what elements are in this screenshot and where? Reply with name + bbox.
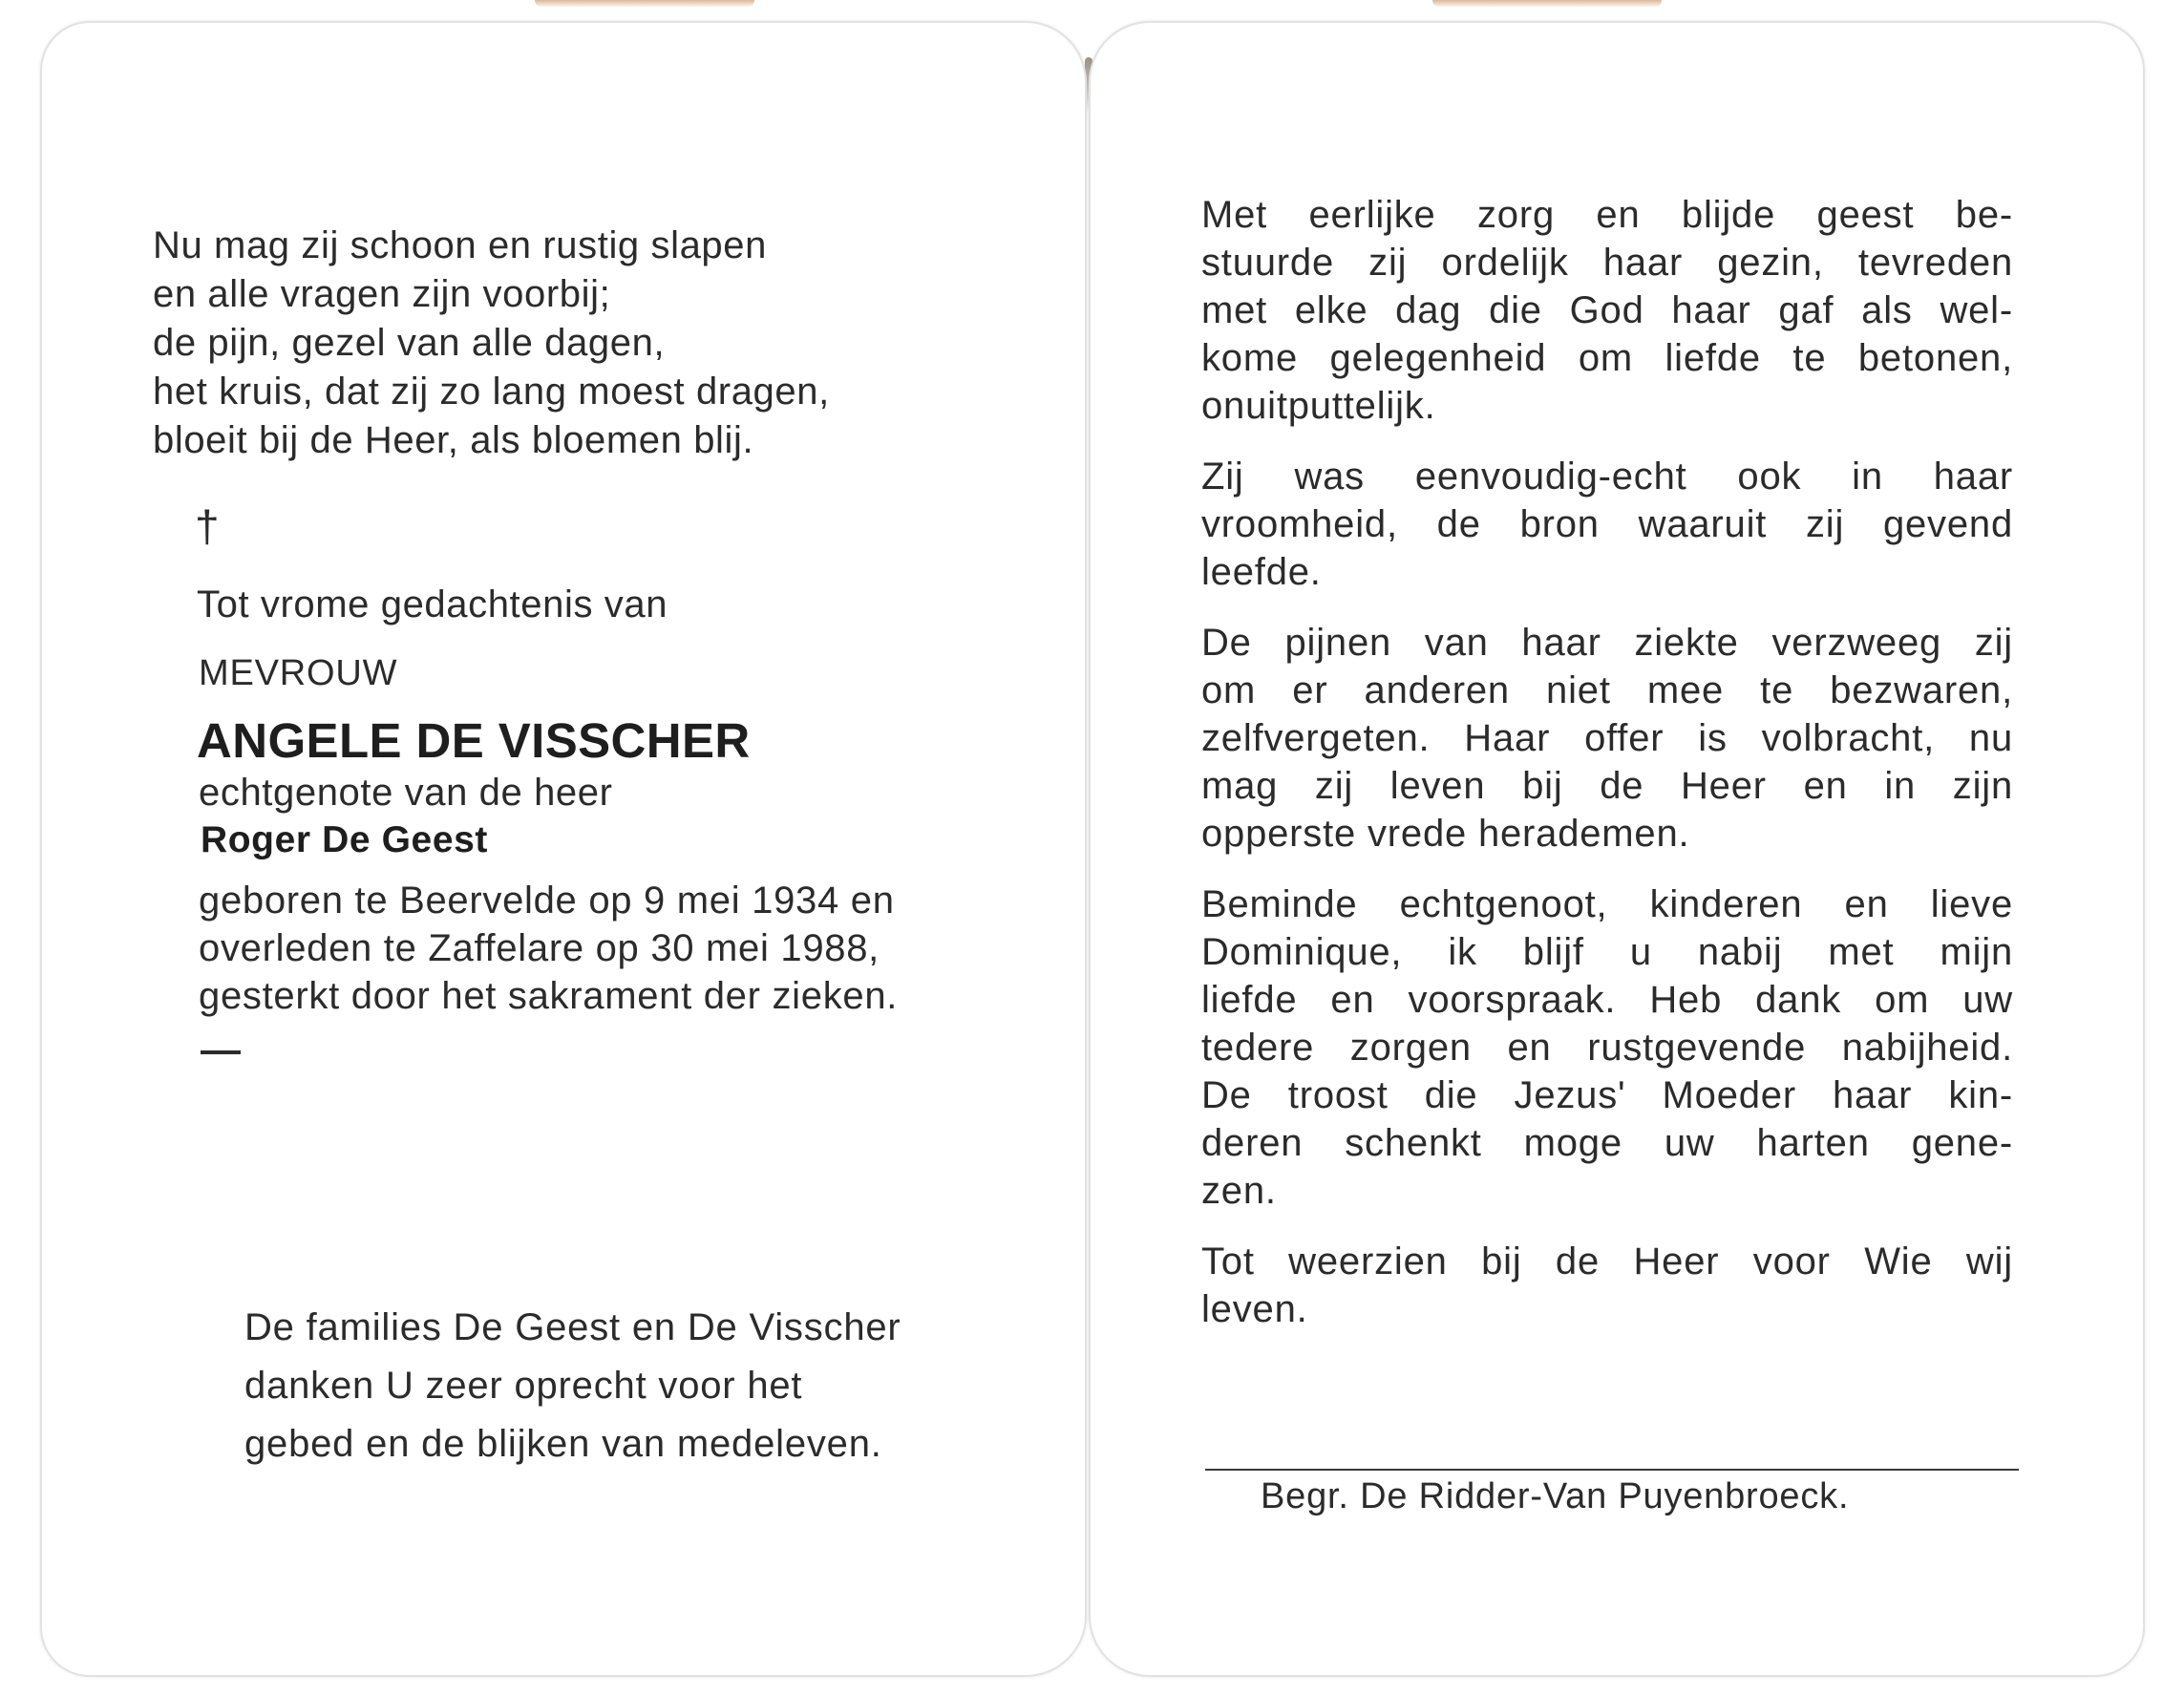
family-thanks <box>244 1299 901 1473</box>
tribute-line: De pijnen van haar ziekte verzweeg zij <box>1201 622 2013 664</box>
thanks-line: gebed en de blijken van medeleven. <box>244 1423 882 1465</box>
tribute-line: liefde en voorspraak. Heb dank om uw <box>1201 979 2013 1021</box>
poem <box>153 222 830 465</box>
poem-line: het kruis, dat zij zo lang moest dragen, <box>153 371 830 413</box>
tribute-line: Dominique, ik blijf u nabij met mijn <box>1201 931 2013 973</box>
tribute-line: deren schenkt moge uw harten gene- <box>1201 1122 2013 1164</box>
tribute-line: met elke dag die God haar gaf als wel- <box>1201 289 2013 331</box>
birth-death-info <box>199 877 898 1020</box>
tribute-paragraph <box>1201 1238 2013 1333</box>
tribute-line: Zij was eenvoudig-echt ook in haar <box>1201 456 2013 498</box>
tribute-line: zen. <box>1201 1170 1277 1212</box>
tribute-line: Beminde echtgenoot, kinderen en lieve <box>1201 883 2013 925</box>
birth-death-line: overleden te Zaffelare op 30 mei 1988, <box>199 927 880 969</box>
tribute-line: stuurde zij ordelijk haar gezin, tevreden <box>1201 242 2013 284</box>
spouse-intro: echtgenote van de heer <box>199 772 613 814</box>
honorific-title: MEVROUW <box>199 653 398 693</box>
tribute-line: opperste vrede herademen. <box>1201 813 1690 855</box>
poem-line: Nu mag zij schoon en rustig slapen <box>153 224 767 266</box>
left-card-panel <box>40 21 1087 1677</box>
poem-line: en alle vragen zijn voorbij; <box>153 273 611 315</box>
cross-icon: † <box>195 501 220 551</box>
birth-death-line: gesterkt door het sakrament der zieken. <box>199 975 899 1017</box>
deceased-name: ANGELE DE VISSCHER <box>197 713 751 768</box>
tribute-line: De troost die Jezus' Moeder haar kin- <box>1201 1074 2013 1116</box>
separator-dash <box>201 1050 241 1054</box>
poem-line: de pijn, gezel van alle dagen, <box>153 322 666 364</box>
tribute-line: Tot weerzien bij de Heer voor Wie wij <box>1201 1240 2013 1283</box>
tribute-line: mag zij leven bij de Heer en in zijn <box>1201 765 2013 807</box>
memory-line: Tot vrome gedachtenis van <box>197 583 668 625</box>
paper-tear-mark <box>1432 0 1662 8</box>
thanks-line: danken U zeer oprecht voor het <box>244 1365 803 1407</box>
tribute-line: zelfvergeten. Haar offer is volbracht, nu <box>1201 717 2013 759</box>
birth-death-line: geboren te Beervelde op 9 mei 1934 en <box>199 880 895 922</box>
thanks-line: De families De Geest en De Visscher <box>244 1306 901 1348</box>
tribute-line: Met eerlijke zorg en blijde geest be- <box>1201 194 2013 236</box>
tribute-line: vroomheid, de bron waaruit zij gevend <box>1201 503 2013 545</box>
tribute-paragraph <box>1201 880 2013 1215</box>
paper-tear-mark <box>535 0 754 8</box>
printer-credit: Begr. De Ridder-Van Puyenbroeck. <box>1261 1476 1850 1516</box>
tribute-paragraph <box>1201 619 2013 858</box>
tribute-line: onuitputtelijk. <box>1201 385 1436 427</box>
tribute-text <box>1201 191 2013 1356</box>
poem-line: bloeit bij de Heer, als bloemen blij. <box>153 419 754 461</box>
tribute-line: leefde. <box>1201 551 1322 593</box>
tribute-line: leven. <box>1201 1288 1308 1330</box>
tribute-paragraph <box>1201 453 2013 596</box>
tribute-line: om er anderen niet mee te bezwaren, <box>1201 669 2013 711</box>
tribute-line: tedere zorgen en rustgevende nabijheid. <box>1201 1027 2013 1069</box>
tribute-line: kome gelegenheid om liefde te betonen, <box>1201 337 2013 379</box>
spouse-name: Roger De Geest <box>201 819 488 860</box>
tribute-paragraph <box>1201 191 2013 430</box>
